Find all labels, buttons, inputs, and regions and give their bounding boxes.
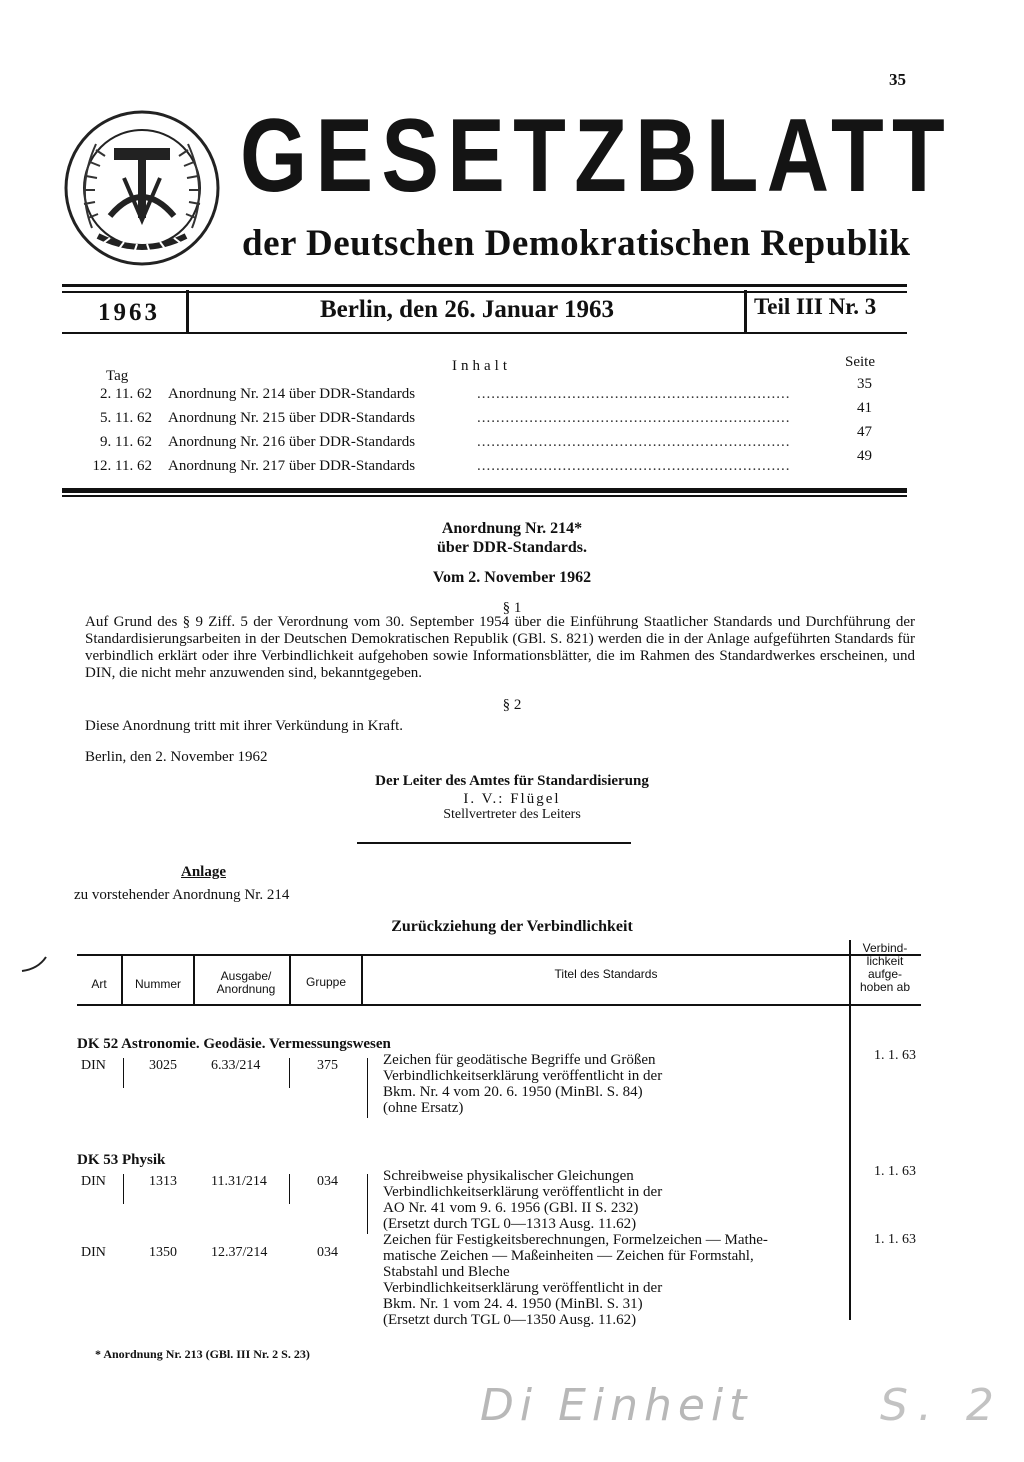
- table-column-divider: [193, 954, 195, 1006]
- toc-leader: ..................................................................: [477, 434, 791, 450]
- table-top-rule: [77, 954, 921, 956]
- masthead-title: GESETZBLATT: [240, 98, 954, 214]
- annex-reference: zu vorstehender Anordnung Nr. 214: [74, 887, 290, 903]
- cell-gruppe: 034: [317, 1245, 338, 1260]
- paragraph-1-text: Auf Grund des § 9 Ziff. 5 der Verordnung vom 30. September 1954 über die Einführung Staatlicher Standards und Durchführung der Standardisierungsarbeiten in der Deutschen Demokratischen Republik (GBl. S. 821) werden die in der Anlage aufgeführten Standards für verbindlich erklärt oder ihre Verbindlichkeit aufgehoben sowie Informationsblätter, die im Rahmen des Standardwerkes erscheinen, und DIN, die nicht mehr anzuwenden sind, bekanntgegeben.: [85, 614, 915, 681]
- toc-leader: ..................................................................: [477, 458, 791, 474]
- toc-row: [82, 448, 882, 480]
- row-divider: [123, 1058, 124, 1088]
- header-titel: Titel des Standards: [554, 967, 658, 981]
- paragraph-1-mark: § 1: [502, 600, 522, 616]
- toc-leader: ..................................................................: [477, 386, 791, 402]
- toc-bottom-rule: [62, 488, 907, 493]
- header-ausgabe: Ausgabe/ Anordnung: [216, 969, 276, 996]
- title-line: Stabstahl und Bleche: [383, 1264, 510, 1280]
- issue-bar-divider: [744, 290, 747, 332]
- title-line: Verbindlichkeitserklärung veröffentlicht in der: [383, 1184, 663, 1200]
- handwritten-note-2: S. 2: [880, 1380, 1004, 1431]
- masthead-subtitle: der Deutschen Demokratischen Republik: [242, 223, 911, 264]
- title-line: (Ersetzt durch TGL 0—1313 Ausg. 11.62): [383, 1216, 637, 1232]
- row-divider: [289, 1174, 290, 1204]
- row-divider: [289, 1058, 290, 1088]
- toc-entry: Anordnung Nr. 216 über DDR-Standards: [168, 434, 416, 450]
- header-verbindlichkeit: Verbind- lichkeit aufge- hoben ab: [859, 941, 911, 994]
- toc-page: 47: [857, 424, 872, 440]
- toc-page: 35: [857, 376, 872, 392]
- cell-nummer: 3025: [149, 1058, 177, 1073]
- decree-place-date: Berlin, den 2. November 1962: [85, 749, 268, 765]
- issue-bar-top-rule: [62, 284, 907, 287]
- toc-row: [82, 424, 882, 456]
- toc-row: [82, 400, 882, 432]
- row-divider: [367, 1174, 368, 1234]
- toc-bottom-rule-2: [62, 495, 907, 497]
- toc-date: 9. 11. 62: [100, 434, 152, 450]
- issue-bar: [62, 284, 907, 332]
- gdr-state-emblem-icon: [62, 108, 222, 268]
- title-line: Schreibweise physikalischer Gleichungen: [383, 1168, 634, 1184]
- row-divider: [367, 1058, 368, 1118]
- cell-ausgabe: 12.37/214: [211, 1245, 268, 1260]
- cell-gruppe: 034: [317, 1174, 338, 1189]
- signature-role: Stellvertreter des Leiters: [443, 807, 581, 822]
- title-line: matische Zeichen — Maßeinheiten — Zeichen für Formstahl,: [383, 1248, 754, 1264]
- toc-heading: Inhalt: [452, 358, 511, 374]
- standards-table: [77, 940, 921, 1360]
- signature-name: I. V.: Flügel: [463, 791, 561, 807]
- paragraph-2-text: Diese Anordnung tritt mit ihrer Verkündung in Kraft.: [85, 718, 404, 734]
- group-heading: DK 52 Astronomie. Geodäsie. Vermessungswesen: [77, 1036, 391, 1052]
- header-art: Art: [91, 977, 107, 991]
- issue-bar-bottom-rule: [62, 332, 907, 334]
- cell-datum: 1. 1. 63: [874, 1048, 916, 1063]
- cell-art: DIN: [81, 1058, 106, 1073]
- title-line: Verbindlichkeitserklärung veröffentlicht in der: [383, 1280, 663, 1296]
- title-line: Verbindlichkeitserklärung veröffentlicht in der: [383, 1068, 663, 1084]
- cell-nummer: 1350: [149, 1245, 177, 1260]
- cell-titel: [383, 1052, 853, 1116]
- cell-ausgabe: 6.33/214: [211, 1058, 261, 1073]
- cell-gruppe: 375: [317, 1058, 338, 1073]
- issue-year: 1963: [98, 299, 160, 326]
- toc-column-page: Seite: [845, 354, 875, 370]
- title-line: Zeichen für geodätische Begriffe und Größen: [383, 1052, 656, 1068]
- toc-date: 12. 11. 62: [92, 458, 152, 474]
- handwritten-note: Di Einheit: [480, 1380, 753, 1431]
- cell-datum: 1. 1. 63: [874, 1232, 916, 1247]
- title-line: Bkm. Nr. 1 vom 24. 4. 1950 (MinBl. S. 31): [383, 1296, 643, 1312]
- page-number: 35: [889, 70, 906, 89]
- table-header-rule: [77, 1004, 921, 1006]
- title-line: Bkm. Nr. 4 vom 20. 6. 1950 (MinBl. S. 84): [383, 1084, 643, 1100]
- cell-ausgabe: 11.31/214: [211, 1174, 267, 1189]
- annex-label: Anlage: [181, 864, 226, 880]
- toc-entry: Anordnung Nr. 217 über DDR-Standards: [168, 458, 416, 474]
- toc-page: 41: [857, 400, 872, 416]
- cell-nummer: 1313: [149, 1174, 177, 1189]
- signature-office: Der Leiter des Amtes für Standardisierung: [375, 773, 649, 789]
- row-divider: [123, 1174, 124, 1204]
- title-line: (Ersetzt durch TGL 0—1350 Ausg. 11.62): [383, 1312, 637, 1328]
- cell-titel: [383, 1232, 853, 1328]
- issue-date: Berlin, den 26. Januar 1963: [320, 296, 615, 323]
- title-line: AO Nr. 41 vom 9. 6. 1956 (GBl. II S. 232): [383, 1200, 639, 1216]
- toc-page: 49: [857, 448, 872, 464]
- title-line: (ohne Ersatz): [383, 1100, 464, 1116]
- annex-heading: Zurückziehung der Verbindlichkeit: [391, 918, 633, 935]
- toc-entry: Anordnung Nr. 215 über DDR-Standards: [168, 410, 416, 426]
- paragraph-2-mark: § 2: [502, 697, 522, 713]
- toc-date: 2. 11. 62: [100, 386, 152, 402]
- issue-bar-divider: [186, 290, 189, 332]
- cell-titel: [383, 1168, 853, 1232]
- group-heading: DK 53 Physik: [77, 1152, 166, 1168]
- margin-pen-mark-icon: [20, 955, 50, 975]
- cell-art: DIN: [81, 1245, 106, 1260]
- signature-rule: [357, 842, 631, 844]
- decree-date: Vom 2. November 1962: [432, 569, 592, 586]
- title-line: Zeichen für Festigkeitsberechnungen, Formelzeichen — Mathe-: [383, 1232, 768, 1248]
- issue-part: Teil III Nr. 3: [754, 294, 877, 319]
- header-nummer: Nummer: [134, 977, 181, 991]
- toc-entry: Anordnung Nr. 214 über DDR-Standards: [168, 386, 416, 402]
- toc-date: 5. 11. 62: [100, 410, 152, 426]
- footnote: * Anordnung Nr. 213 (GBl. III Nr. 2 S. 23): [95, 1347, 310, 1361]
- decree-title: Anordnung Nr. 214*: [441, 520, 583, 537]
- cell-datum: 1. 1. 63: [874, 1164, 916, 1179]
- toc-column-day: Tag: [106, 368, 129, 384]
- cell-art: DIN: [81, 1174, 106, 1189]
- header-gruppe: Gruppe: [305, 975, 347, 989]
- toc-leader: ..................................................................: [477, 410, 791, 426]
- decree-subject: über DDR-Standards.: [437, 539, 587, 556]
